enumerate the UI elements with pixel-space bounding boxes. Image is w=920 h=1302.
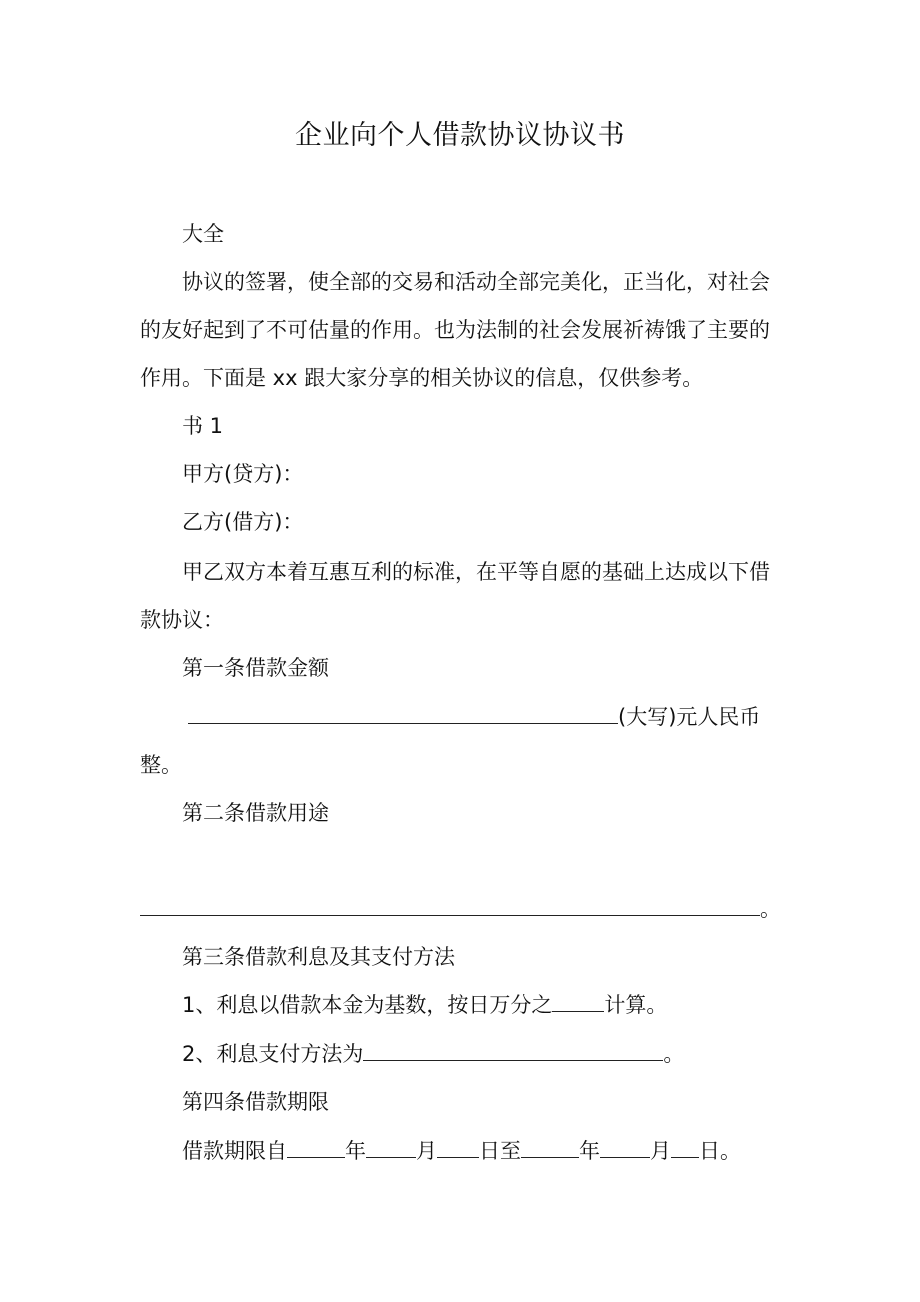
term-year2-label: 年 <box>579 1139 600 1163</box>
intro-paragraph-line-3: 作用。下面是 xx 跟大家分享的相关协议的信息，仅供参考。 <box>140 366 704 390</box>
interest-rate-prefix: 1、利息以借款本金为基数，按日万分之 <box>182 993 553 1017</box>
end-year-blank <box>521 1137 579 1158</box>
interest-rate-blank <box>552 991 604 1012</box>
purpose-blank <box>140 895 760 916</box>
term-day-end-label: 日。 <box>699 1139 741 1163</box>
intro-daquan: 大全 <box>182 222 224 246</box>
article-3-item-1 <box>140 990 800 1020</box>
preamble-line-1: 甲乙双方本着互惠互利的标准，在平等自愿的基础上达成以下借 <box>182 560 770 584</box>
article-4-term-line <box>140 1136 800 1166</box>
payment-method-blank <box>363 1040 663 1061</box>
term-month-label: 月 <box>416 1139 437 1163</box>
start-month-blank <box>366 1137 416 1158</box>
preamble-line-2: 款协议： <box>140 608 224 632</box>
article-2-title: 第二条借款用途 <box>182 801 329 825</box>
term-prefix: 借款期限自 <box>182 1139 287 1163</box>
amount-suffix: (大写)元人民币 <box>618 705 761 729</box>
term-month2-label: 月 <box>650 1139 671 1163</box>
payment-method-prefix: 2、利息支付方法为 <box>182 1042 364 1066</box>
purpose-end: 。 <box>760 897 781 921</box>
party-a-label: 甲方(贷方)： <box>182 462 304 486</box>
document-title: 企业向个人借款协议协议书 <box>295 120 625 151</box>
article-3-item-2 <box>140 1039 800 1069</box>
term-year-label: 年 <box>345 1139 366 1163</box>
intro-paragraph-line-1: 协议的签署，使全部的交易和活动全部完美化，正当化，对社会 <box>182 270 770 294</box>
article-4-title: 第四条借款期限 <box>182 1090 329 1114</box>
payment-method-suffix: 。 <box>663 1042 685 1066</box>
article-1-end: 整。 <box>140 753 182 777</box>
end-month-blank <box>600 1137 650 1158</box>
intro-paragraph-line-2: 的友好起到了不可估量的作用。也为法制的社会发展祈祷饿了主要的 <box>140 318 770 342</box>
party-b-label: 乙方(借方)： <box>182 510 304 534</box>
article-1-amount-line <box>140 702 800 732</box>
interest-rate-suffix: 计算。 <box>604 993 668 1017</box>
article-2-purpose-line <box>140 894 800 924</box>
end-day-blank <box>671 1137 699 1158</box>
start-year-blank <box>287 1137 345 1158</box>
start-day-blank <box>437 1137 479 1158</box>
term-day-to-label: 日至 <box>479 1139 521 1163</box>
book-number: 书 1 <box>182 414 224 438</box>
article-1-title: 第一条借款金额 <box>182 656 329 680</box>
amount-blank <box>188 703 618 724</box>
article-3-title: 第三条借款利息及其支付方法 <box>182 945 455 969</box>
